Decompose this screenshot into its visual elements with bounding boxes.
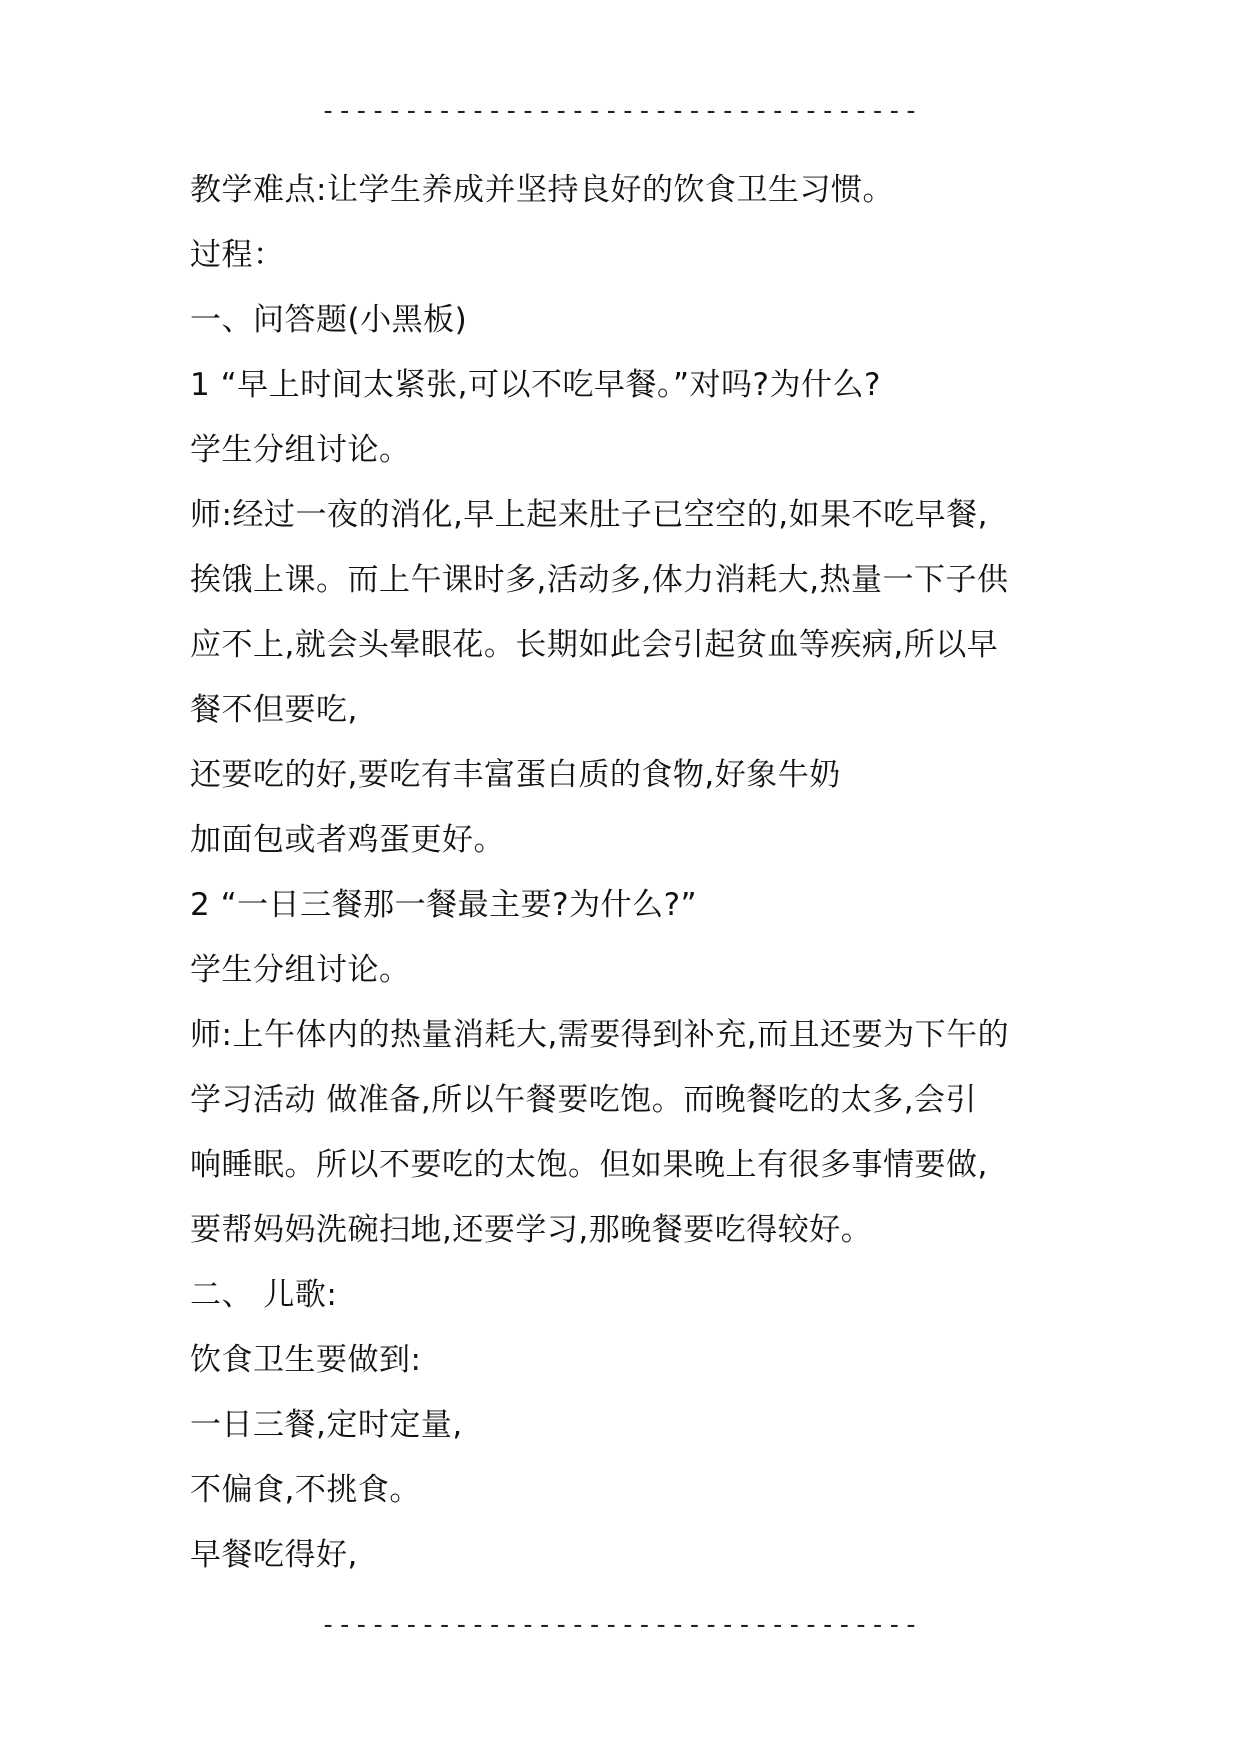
- teacher-answer-2-line-2: 学习活动 做准备,所以午餐要吃饱。而晚餐吃的太多,会引: [190, 1082, 978, 1118]
- process-heading: 过程：: [190, 237, 285, 273]
- teacher-answer-1-line-4: 餐不但要吃,: [190, 692, 358, 728]
- teacher-answer-1-line-5: 还要吃的好,要吃有丰富蛋白质的食物,好象牛奶: [190, 757, 841, 793]
- teacher-answer-1-line-6: 加面包或者鸡蛋更好。: [190, 822, 505, 858]
- group-discussion-1: 学生分组讨论。: [190, 432, 411, 468]
- teacher-answer-1-line-2: 挨饿上课。而上午课时多,活动多,体力消耗大,热量一下子供: [190, 562, 1009, 598]
- teacher-answer-1-line-1: 师:经过一夜的消化,早上起来肚子已空空的,如果不吃早餐,: [190, 497, 989, 533]
- teacher-answer-2-line-3: 响睡眠。所以不要吃的太饱。但如果晚上有很多事情要做,: [190, 1147, 988, 1183]
- section-two-heading: 二、 儿歌:: [190, 1277, 338, 1313]
- document-body: [190, 158, 1070, 1588]
- question-one: 1 “早上时间太紧张,可以不吃早餐。”对吗?为什么?: [190, 367, 881, 403]
- teacher-answer-2-line-1: 师:上午体内的热量消耗大,需要得到补充,而且还要为下午的: [190, 1017, 1010, 1053]
- rhyme-line-2: 一日三餐,定时定量,: [190, 1407, 463, 1443]
- section-one-heading: 一、问答题(小黑板): [190, 302, 468, 338]
- group-discussion-2: 学生分组讨论。: [190, 952, 411, 988]
- teacher-answer-2-line-4: 要帮妈妈洗碗扫地,还要学习,那晚餐要吃得较好。: [190, 1212, 873, 1248]
- rhyme-line-4: 早餐吃得好,: [190, 1537, 358, 1573]
- rhyme-line-3: 不偏食,不挑食。: [190, 1472, 421, 1508]
- teacher-answer-1-line-3: 应不上,就会头晕眼花。长期如此会引起贫血等疾病,所以早: [190, 627, 999, 663]
- difficulty-line: 教学难点:让学生养成并坚持良好的饮食卫生习惯。: [190, 172, 894, 208]
- footer-rule: ------------------------------------: [320, 1610, 920, 1640]
- rhyme-line-1: 饮食卫生要做到:: [190, 1342, 422, 1378]
- header-rule: ------------------------------------: [320, 96, 920, 126]
- question-two: 2 “一日三餐那一餐最主要?为什么?”: [190, 887, 698, 923]
